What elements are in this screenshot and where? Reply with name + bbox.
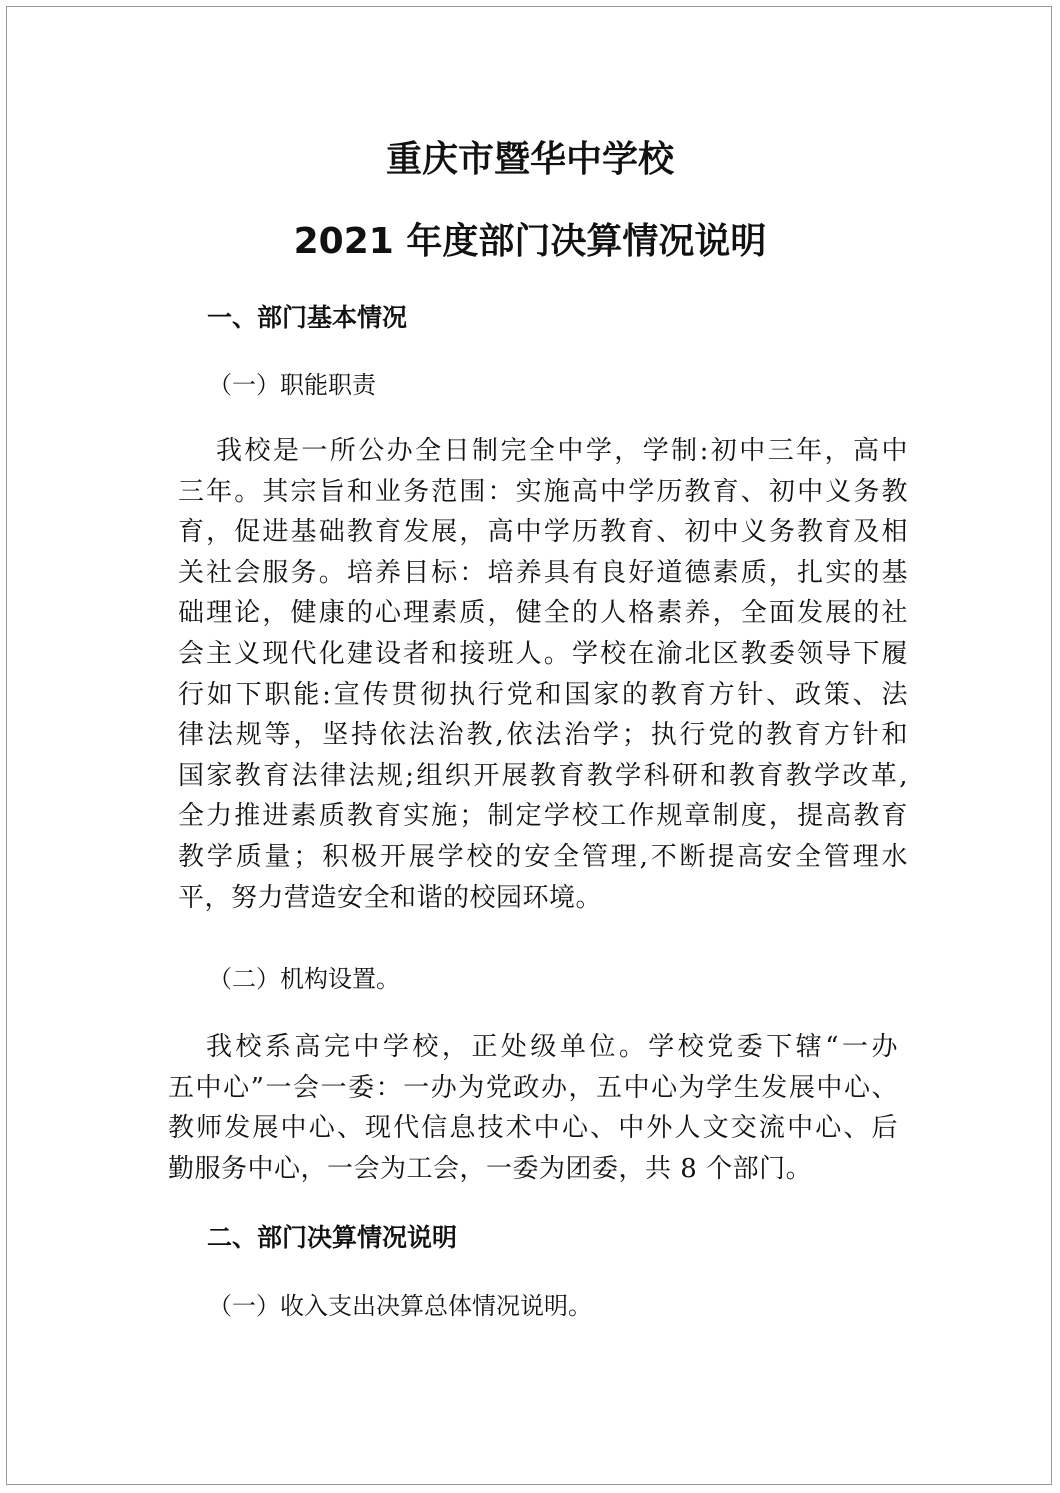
text-line: 平，努力营造安全和谐的校园环境。 (178, 882, 603, 913)
document-title: 重庆市暨华中学校 (385, 139, 674, 180)
paragraph-organization (168, 1027, 898, 1189)
text-line: 国家教育法律法规;组织开展教育教学科研和教育教学改革, (178, 760, 908, 791)
text-line: 三年。其宗旨和业务范围：实施高中学历教育、初中义务教 (178, 476, 908, 507)
text-line: 律法规等，坚持依法治教,依法治学；执行党的教育方针和 (178, 720, 908, 751)
subsection-heading-duties: （一）职能职责 (208, 371, 376, 399)
document-subtitle: 2021 年度部门决算情况说明 (293, 221, 767, 262)
subsection-heading-organization: （二）机构设置。 (208, 965, 400, 993)
text-line: 我校系高完中学校，正处级单位。学校党委下辖“一办 (206, 1032, 898, 1062)
text-line: 行如下职能:宣传贯彻执行党和国家的教育方针、政策、法 (178, 679, 908, 710)
text-line: 会主义现代化建设者和接班人。学校在渝北区教委领导下履 (178, 638, 908, 669)
text-line: 础理论，健康的心理素质，健全的人格素养，全面发展的社 (178, 598, 908, 629)
text-line: 教师发展中心、现代信息技术中心、中外人文交流中心、后 (168, 1113, 898, 1144)
text-line: 五中心”一会一委：一办为党政办，五中心为学生发展中心、 (168, 1072, 898, 1103)
text-line: 勤服务中心，一会为工会，一委为团委，共 8 个部门。 (168, 1153, 813, 1184)
section-heading-final-accounts: 二、部门决算情况说明 (207, 1223, 458, 1252)
text-line: 关社会服务。培养目标：培养具有良好道德素质，扎实的基 (178, 557, 908, 588)
paragraph-duties (178, 431, 908, 918)
subsection-heading-income-expenditure: （一）收入支出决算总体情况说明。 (208, 1292, 592, 1320)
text-line: 全力推进素质教育实施；制定学校工作规章制度，提高教育 (178, 801, 908, 832)
text-line: 教学质量；积极开展学校的安全管理,不断提高安全管理水 (178, 841, 908, 872)
text-line: 我校是一所公办全日制完全中学，学制:初中三年，高中 (216, 436, 908, 466)
section-heading-basic-info: 一、部门基本情况 (207, 303, 408, 332)
text-line: 育，促进基础教育发展，高中学历教育、初中义务教育及相 (178, 517, 908, 548)
